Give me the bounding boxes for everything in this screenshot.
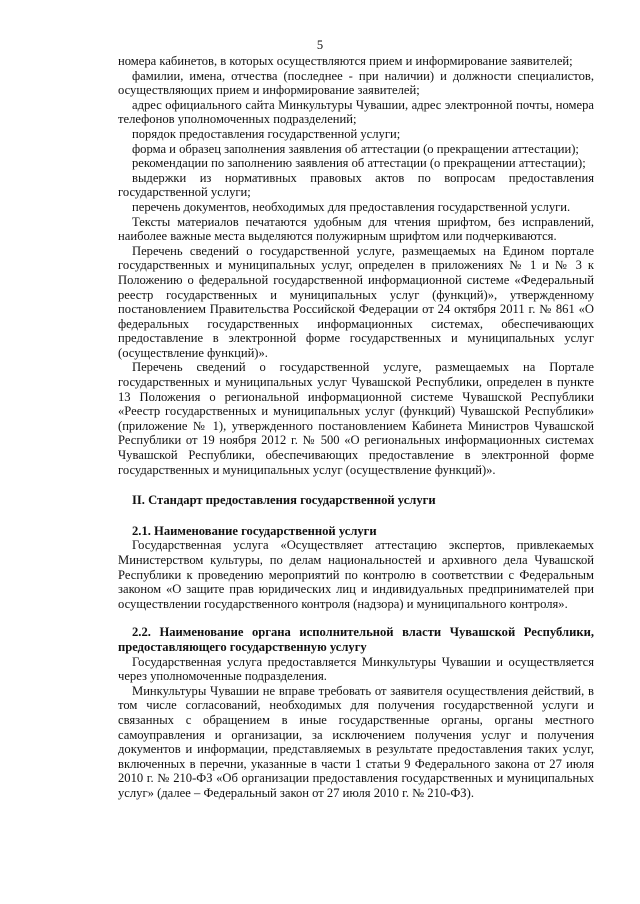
paragraph: Государственная услуга предоставляется Минкультуры Чувашии и осуществляется через уполномоченные подразделения.: [118, 654, 594, 684]
subsection-heading: 2.2. Наименование органа исполнительной власти Чувашской Республики, предоставляющего государственную услугу: [118, 625, 594, 654]
paragraph: Перечень сведений о государственной услуге, размещаемых на Портале государственных и муниципальных услуг Чувашской Республики, определен в пункте 13 Положения о региональной информационной системе Чувашской Республики «Реестр государственных и муниципальных услуг (функций) Чувашской Республики» (приложение № 1), утвержденного постановлением Кабинета Министров Чувашской Республики от 19 ноября 2012 г. № 500 «О региональных информационных системах Чувашской Республики, обеспечивающих предоставление в электронной форме государственных и муниципальных услуг (осуществление функций)».: [118, 360, 594, 477]
paragraph: Государственная услуга «Осуществляет аттестацию экспертов, привлекаемых Министерством культуры, по делам национальностей и архивного дела Чувашской Республики к проведению мероприятий по контролю в соответствии с Федеральным законом «О защите прав юридических лиц и индивидуальных предпринимателей при осуществлении государственного контроля (надзора) и муниципального контроля».: [118, 538, 594, 611]
paragraph: номера кабинетов, в которых осуществляются прием и информирование заявителей;: [118, 54, 573, 68]
page-number: 5: [316, 38, 324, 52]
spacer: [118, 611, 594, 625]
paragraph: Тексты материалов печатаются удобным для чтения шрифтом, без исправлений, наиболее важные места выделяются полужирным шрифтом или подчеркиваются.: [118, 214, 594, 244]
subsection-heading: 2.1. Наименование государственной услуги: [132, 523, 377, 538]
paragraph: адрес официального сайта Минкультуры Чувашии, адрес электронной почты, номера телефонов уполномоченных подразделений;: [118, 97, 594, 127]
paragraph: рекомендации по заполнению заявления об аттестации (о прекращении аттестации);: [132, 156, 586, 171]
paragraph: порядок предоставления государственной услуги;: [132, 126, 401, 141]
section-heading: II. Стандарт предоставления государственной услуги: [132, 493, 436, 508]
paragraph: перечень документов, необходимых для предоставления государственной услуги.: [132, 199, 571, 214]
paragraph: Перечень сведений о государственной услуге, размещаемых на Едином портале государственных и муниципальных услуг, определен в приложениях № 1 и № 3 к Положению о федеральной государственной информационной системе «Федеральный реестр государственных и муниципальных услуг (функций)», утвержденному постановлением Правительства Российской Федерации от 24 октября 2011 г. № 861 «О федеральных государственных информационных системах, обеспечивающих предоставление в электронной форме государственных и муниципальных услуг (осуществление функций)».: [118, 243, 594, 360]
paragraph: фамилии, имена, отчества (последнее - при наличии) и должности специалистов, осуществляющих прием и информирование заявителей;: [118, 68, 594, 98]
spacer: [118, 477, 594, 493]
paragraph: форма и образец заполнения заявления об аттестации (о прекращении аттестации);: [132, 141, 579, 156]
spacer: [118, 508, 594, 524]
document-body: [118, 54, 594, 801]
paragraph: Минкультуры Чувашии не вправе требовать от заявителя осуществления действий, в том числе согласований, необходимых для получения государственной услуги и связанных с обращением в иные государственные органы, органы местного самоуправления и организации, за исключением получения услуг и получения документов и информации, представляемых в результате предоставления таких услуг, включенных в перечни, указанные в части 1 статьи 9 Федерального закона от 27 июля 2010 г. № 210-ФЗ «Об организации предоставления государственных и муниципальных услуг» (далее – Федеральный закон от 27 июля 2010 г. № 210-ФЗ).: [118, 683, 594, 800]
paragraph: выдержки из нормативных правовых актов по вопросам предоставления государственной услуги;: [118, 170, 594, 200]
